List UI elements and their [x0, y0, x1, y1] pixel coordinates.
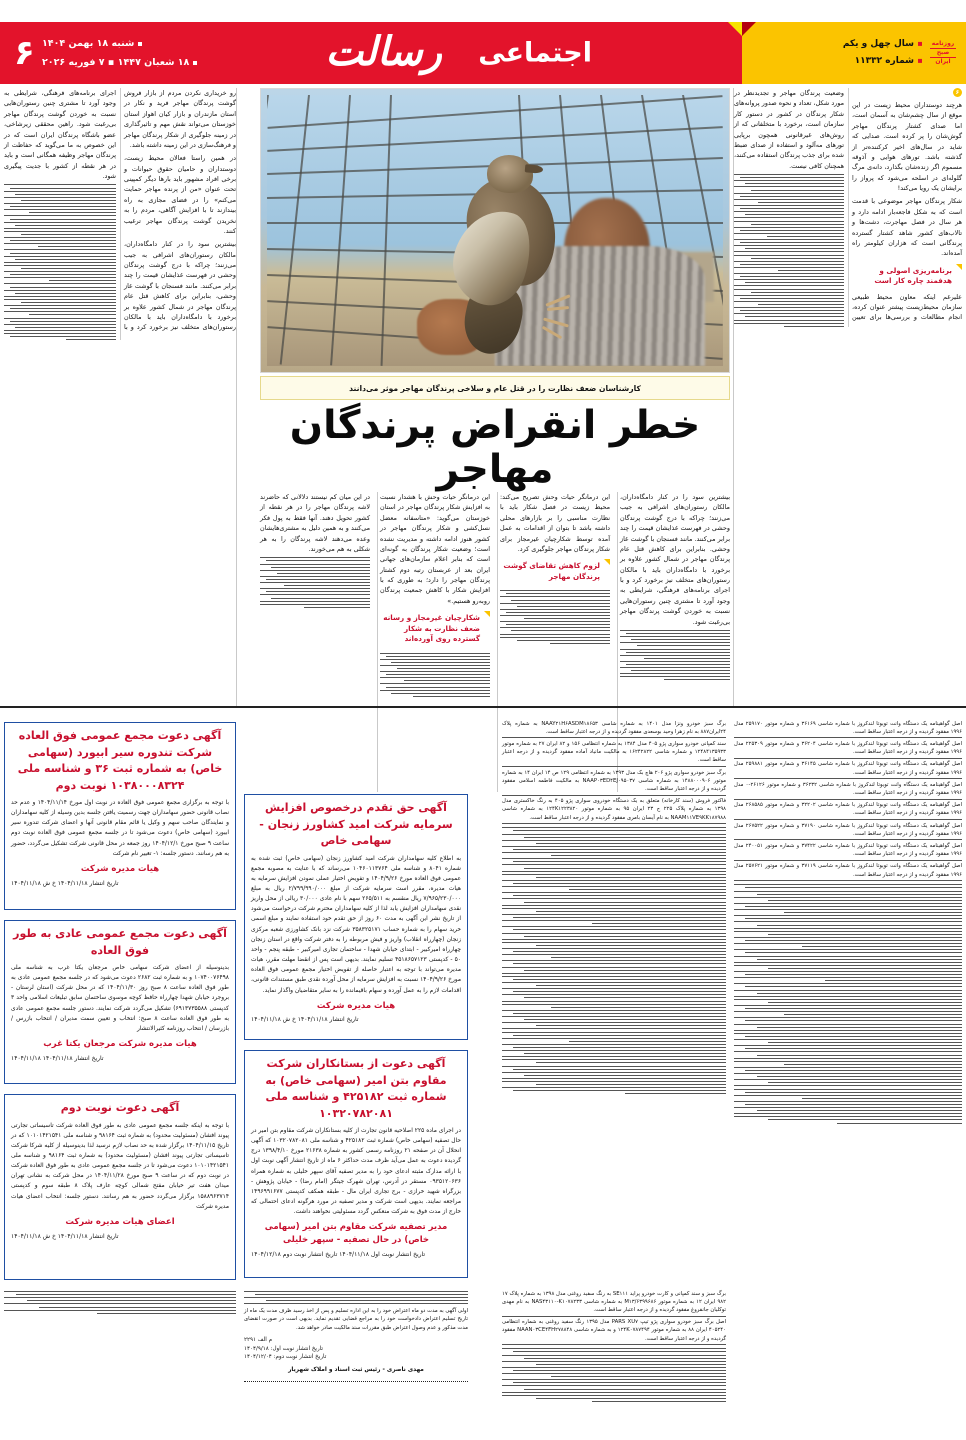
ad-signature: اعضای هیات مدیره شرکت — [65, 1216, 175, 1227]
section-title: اجتماعی — [478, 37, 592, 69]
ad-dates: تاریخ انتشار ۱۴۰۴/۱۱/۱۸ ۱۴۰۴/۱۱/۱۸ — [11, 1054, 104, 1062]
photo-image — [267, 95, 723, 366]
ad-peyvand-afshan[interactable] — [4, 1094, 236, 1280]
bullet-circle-row — [852, 88, 962, 97]
masthead-right-panel — [0, 22, 742, 84]
paragraph-1: علیرغم اینکه معاون محیط طبیعی سازمان محیط‌زیست پیشتر عنوان کرده، انجام مطالعات و بررسی‌ها برای تعیین وضعیت پرندگان مهاجر و تجدیدنظر در مورد شکل، تعداد و نحوه صدور پروانه‌های شکار پرندگان در کشور در دستور کار سازمان است، برخورد با متخلفانی که از روش‌های غیرقانونی همچون برپایی تورهای مه‌آلود و استفاده از صدای ضبط شده برای جذب پرندگان استفاده می‌کنند، همچنان کافی نیست. — [734, 89, 962, 322]
classified-item: اصل گواهینامه یک دستگاه وانت تویوتا لندکروز با شماره شاسی ۳۷۱۱۹ و شماره موتور ۲۵۷۶۲۱ مدل ۱۹۹۶ مفقود گردیده و از درجه اعتبار ساقط است. — [734, 861, 962, 881]
subhead-1: برنامه‌ریزی اصولی و هدفمند چاره کار است — [874, 265, 952, 286]
ad-title: آگهی دعوت نوبت دوم — [60, 1101, 180, 1114]
classified-item: اصل برگ سبز خودرو سواری پژو تیپ PARS XU۷ مدل ۱۳۹۵ رنگ سفید روغنی به شماره انتظامی ۴۰۵۲۴۰ ایران ۸۸ به شماره موتور ۱۲۴K۰۷۸۷۴۹۴ و به شماره شاسی NAAN۰۳CE۴FH۲۷۸۸۴۸ مفقود گردیده و از درجه اعتبار ساقط است. — [502, 1317, 726, 1346]
classified-item: اصل گواهینامه یک دستگاه وانت تویوتا لندکروز با شماره شاسی ۳۶۱۶۹ و شماره موتور ۲۵۹۱۷۰ مدل ۱۹۹۶ مفقود گردیده و از درجه اعتبار ساقط است. — [734, 718, 962, 738]
classified-item: اصل گواهینامه یک دستگاه وانت تویوتا لندکروز با شماره شاسی ۳۶۲۰۴ و شماره موتور ۲۲۵۳۰۹ مدل ۱۹۹۶ مفقود گردیده و از درجه اعتبار ساقط است. — [734, 738, 962, 758]
ad-title: آگهی حق تقدم درخصوص افزایش سرمایه شرکت امید کشاورز زنجان - سهامی خاص — [259, 801, 453, 847]
ad-dates: تاریخ انتشار نوبت اول ۱۴۰۴/۱۱/۱۸ تاریخ انتشار نوبت دوم ۱۴۰۴/۱۲/۱۸ — [251, 1250, 426, 1258]
intro-paragraph-1: هرچند دوستداران محیط زیست در این موقع از سال چشم‌شان به آسمان است، اما صدای کشتار پرندگان مهاجر گوش‌شان را پر کرده است. صدایی که شاید در سال‌های اخیر کرکننده‌تر از گذشته باشد. تورهای هوایی و آذوقه مسموم اگر زنده‌شان بگذارد، دانه‌ی مرگ گلوله‌ای در اسلحه می‌شود که پرواز را برایشان یک رویا می‌کند! — [852, 101, 962, 192]
ad-title: آگهی دعوت مجمع عمومی فوق العاده شرکت تندوره سیر ابیورد (سهامی خاص) به شماره ثبت ۳۶ و شناسه ملی ۱۰۳۸۰۰۰۸۳۲۴ نوبت دوم — [17, 729, 223, 792]
left-rail-body: بیشترین سود را در کنار دامگاه‌داران، مالکان رستوران‌های اشرافی به جیب می‌زنند؛ چراکه با درج گوشت پرندگان وحشی در فهرست غذایشان قیمت را چند برابر می‌کنند. مانند فسنجان با گوشت غاز وحشی، بنابراین برای کاهش قتل عام پرندگان مهاجر در شمال کشور علاوه بر برخورد با دامگاه‌داران باید با مالکان رستوران‌های متخلف نیز برخورد کرد و با اجرای برنامه‌های فرهنگی، شرایطی به وجود آورد تا مشتری چنین رستوران‌هایی نسبت به خوردن گوشت پرندگان مهاجر بی‌رغبت شود. راهین محققی زیرشاخی، عضو باشگاه پرندگان ایران است که در این خصوص به ما می‌گوید که حفاظت از پرندگان مهاجر وظیفه همگانی است و باید در هر نقطه از کشور با جدیت پیگیری شود. — [4, 89, 236, 332]
legal-notice-block — [244, 1288, 468, 1382]
page-number: ۶ — [14, 33, 35, 73]
logo-line-2: صبح — [936, 49, 950, 56]
subhead-2: شکارچیان غیرمجاز و رسانه ضعف نظارت به شکار گسترده روی آورده‌اند — [383, 613, 480, 643]
paragraph-3-text: این درمانگر حیات وحش تصریح می‌کند: محیط زیست در فصل شکار باید با نظارت مناسبی را بر بازارهای محلی داشته باشد تا بتوان از اقدامات به عمل آمده توسط شکارچیان غیرمجاز برای شکار پرندگان مهاجر جلوگیری کرد. — [500, 493, 610, 553]
ad-dates: تاریخ انتشار ۱۴۰۴/۱۱/۱۸ خ ش ۱۴۰۴/۱۱/۱۸ — [11, 1232, 119, 1240]
intro-paragraph-2: شکار پرندگان مهاجر موضوعی با قدمت است که به شکل فاجعه‌بار ادامه دارد و هر سال در فصل مهاجرت، دشت‌ها و تالاب‌های کشور شاهد کشتار گسترده پرندگانی است که هزاران کیلومتر راه آمده‌اند. — [852, 197, 962, 258]
classified-filler — [502, 1345, 726, 1402]
subhead-3-row — [500, 558, 610, 584]
trapped-bird — [459, 149, 589, 359]
triangle-bullet-icon — [484, 611, 490, 617]
classified-filler — [502, 824, 726, 1094]
paper-logo-icon — [928, 33, 958, 73]
article-column-3 — [380, 492, 490, 792]
ad-title: آگهی دعوت مجمع عمومی عادی به طور فوق العاده — [13, 927, 227, 957]
ad-dates: تاریخ انتشار ۱۴۰۴/۱۱/۱۸ خ ش ۱۴۰۴/۱۱/۱۸ — [11, 879, 119, 887]
subhead-1-row — [852, 263, 962, 289]
legal-notice-body: اولی آگهی به مدت دو ماه اعتراض خود را به این اداره تسلیم و پس از اخذ رسید ظرف مدت یک ماه از تاریخ تسلیم اعتراض دادخواست خود را به مراجع قضایی تقدیم نماید. بدیهی است در صورت انقضای مدت مذکور و عدم وصول اعتراض طبق مقررات سند مالکیت صادر خواهد شد. — [244, 1307, 468, 1331]
dotted-divider — [244, 1381, 468, 1382]
right-rail-column — [734, 88, 962, 327]
page-content — [0, 88, 966, 1440]
classifieds-column-mid-right — [502, 718, 726, 1096]
publication-dates — [42, 34, 201, 72]
ad-body: بدینوسیله از اعضای شرکت سهامی خاص مرجعان یکتا غرب به شناسه ملی ۱۰۷۴۰۰۷۶۴۹۸ و به شماره ثبت ۲۶۸۲ دعوت می‌شود که در جلسه مجمع عمومی عادی به طور فوق العاده ساعت ۸ صبح روز ۱۴۰۴/۱۱/۳۰ که در محل شرکت (استان لرستان - بروجرد خیابان شهدا چهارراه حافظ کوچه موسوی ساختمان سابق تبلیغات اسلامی واحد ۳ کدپستی ۶۹۱۳۷۳۵۵۸۸) تشکیل می‌گردد شرکت نمایند. دستور جلسه مجمع عمومی عادی به طور فوق العاده ساعت ۸ صبح: انتخاب و تعیین سمت مدیران / انتخاب بازرس / بازرسان / انتخاب روزنامه کثیرالانتشار — [11, 965, 229, 1032]
ad-body: در اجرای ماده ۲۲۵ اصلاحیه قانون تجارت از کلیه بستانکاران شرکت مقاوم بتن امیر در حال تصفیه (سهامی خاص) شماره ثبت ۴۲۵۱۸۲ و شناسه ملی ۱۰۳۲۰۷۸۲۰۸۱ که آگهی انحلال آن در صفحه ۲۱ روزنامه رسمی کشور به شماره ۲۱۶۳۸ مورخ ۱۳۹۸/۴/۱۰ درج گردیده دعوت به عمل می‌آید ظرف مدت حداکثر ۶ ماه از تاریخ انتشار آگهی نوبت اول با ارائه مدارک مثبته ادعای خود را به مدیر تصفیه آقای سپهر خلیلی به شماره همراه ۰۹۳۵۱۲۰۶۳۶ مستقر در آدرس، تهران شهرک جیتگر (امام رضا) - خیابان پژوهش - بزرگراه شهید خرازی - برج تجاری ایران مال - طبقه همکف کدپستی ۱۴۹۶۹۹۱۶۷۷ مراجعه نمایند. بدیهی است شرکت و مدیر تصفیه در مورد هرگونه ادعای احتمالی که خارج از مدت فوق به شرکت منعکس گردد مسئولیتی نخواهند داشت. — [251, 1128, 461, 1216]
photo-caption-text: کارشناسان ضعف نظارت را در قتل عام و سلاخی پرندگان مهاجر موثر می‌دانند — [349, 383, 641, 393]
ad-omid-keshavarz[interactable] — [244, 794, 468, 1040]
ad-signature: هیات مدیره شرکت مرجعان یکتا غرب — [43, 1039, 197, 1050]
classified-item: برگ سبز و سند کمپانی و کارت خودرو پراید SE۱۱۱ به رنگ سفید روغنی مدل ۱۳۹۸ به شماره پلاک ۱۷ ۹۸۲ ایران ۱۲ به شماره موتور M۱۳/۶۳۹۹۶۸۶ به شماره شاسی NAS۴۳۱۱۰-K۱۰۷۸۲۳۳ به نام مهدی توکلیان جانفروغ مفقود گردیده و از درجه اعتبار ساقط است. — [502, 1288, 726, 1317]
ad-tandoreh[interactable] — [4, 722, 236, 910]
ad-title: آگهی دعوت از بستانکاران شرکت مقاوم بتن امیر (سهامی خاص) به شماره ثبت ۴۲۵۱۸۲ و شناسه ملی ۱۰۳۲۰۷۸۲۰۸۱ — [265, 1057, 447, 1120]
bottom-left-filler — [4, 1288, 236, 1316]
paragraph-2-text: این درمانگر حیات وحش با هشدار نسبت به افزایش شکار پرندگان مهاجر در استان خوزستان می‌گوید: «متاسفانه معضل نسل‌کشی و شکار پرندگان مهاجر در کشور هنوز ادامه داشته و مدیریت نشده است؛ وضعیت شکار پرندگان به گونه‌ای است که بنابر اعلام سازمان‌های جهانی ایران بعد از عربستان رتبه دوم کشتار پرندگان مهاجر را دارد؛ به طوری که با افزایش شکار با کاهش جمعیت پرندگان روبه‌رو هستیم.» — [380, 493, 490, 605]
classified-item: اصل گواهینامه یک دستگاه وانت تویوتا لندکروز با شماره شاسی ۳۷۴۲۲ و شماره موتور ۲۴۰۰۵۱ مدل ۱۹۹۶ مفقود گردیده و از درجه اعتبار ساقط است. — [734, 840, 962, 860]
issue-year: سال چهل و یکم — [842, 38, 914, 49]
paragraph-4-text: در این میان کم نیستند دلالانی که حاضرند لاشه پرندگان مهاجر را در هر نقطه از کشور تحویل دهند. آنها فقط به پول فکر می‌کنند و به همین دلیل به مشتری‌هایشان وعده می‌دهند لاشه پرندگان را به هر شکلی به هم می‌خورند. — [260, 493, 370, 553]
circle-marker-icon: ۶ — [953, 88, 962, 97]
classified-item: سند کمپانی خودرو سواری پژو ۴۰۵ مدل ۱۳۸۴ به شماره انتظامی ۱۵۶ و ۸۲ ایران ۲۷ به شماره موتور ۱۲۴۸۴۱۳۵۹۳۳ و شماره شاسی ۱۶۲۴۲۸۲۲ به مالکیت مانیاد آماده مفقود گردیده و از درجه اعتبار ساقط است. — [502, 738, 726, 767]
ad-signature: هیات مدیره شرکت — [316, 1000, 396, 1011]
section-divider — [0, 706, 966, 708]
ad-yekta-gharb[interactable] — [4, 920, 236, 1084]
paper-name: رسالت — [325, 29, 442, 76]
ad-body: به اطلاع کلیه سهامداران شرکت امید کشاورز زنجان (سهامی خاص) ثبت شده به شماره ۸۰۴۱ و شناسه ملی ۱۰۴۶۰۱۱۳۷۶۴ می‌رساند که با عنایت به مصوبه مجمع عمومی فوق العاده مورخ ۱۴۰۴/۹/۲۶ و تفویض اختیار عملی نمودن افزایش سرمایه به هیات مدیره، مقرر است سرمایه شرکت از مبلغ ۲/۷۹۹/۹۹۰/۰۰۰ ریال به مبلغ ۷/۹۶۵/۲۳۰/۰۰۰ ریال منقسم به ۲۶۵/۵۱۱ سهم با نام عادی ۳۰/۰۰۰ ریالی از محل واریز نقدی سهامداران افزایش یابد لذا از کلیه سهامداران محترم شرکت درخواست می‌شود از تاریخ نشر این آگهی به مدت ۶۰ روز از حق تقدم خود استفاده نمایند و مبلغ اسمی خرید سهام را به شماره حساب ۳۵۸۳۲۵۱۷۱ شرکت نزد بانک کشاورزی شعبه مرکزی زنجان (چهارراه انقلاب) واریز و فیش مربوطه را به دفتر شرکت واقع در استان زنجان چهارراه امیرکبیر - ابتدای خیابان شهدا - ساختمان تجاری امیرکبیر - طبقه پنجم - واحد ۵۰ - کدپستی ۴۵۱۸۶۵۷۱۲۳ تسلیم نمایند. بدیهی است پس از انقضا مهلت مقرر، هیات مدیره می‌تواند با توجه به اعتبار حاصله از تفویض اختیار مجمع عمومی فوق العاده مورخ ۱۴۰۴/۹/۲۶ نسبت به افزایش سرمایه از محل آورده نقدی طبق مستندات قانونی، اقدامات لازم را به عمل آورده و سهام باقیمانده را به سایر متقاضیان واگذار نماید. — [251, 855, 462, 994]
classified-item: برگ سبز خودرو سواری پژو ۲۰۶ هاچ بک مدل ۱۳۹۳ به شماره انتظامی ۱۲۹ ص ۱۴ ایران ۱۴ به شماره موتور ۱۴۸۸۰۰۰۹۰۶ به شماره شاسی NAAP۰۳ED۴EJ۰۹۵۰۳۷ به مالکیت فاطمه اسلامی مفقود گردیده و از درجه اعتبار ساقط است. — [502, 767, 726, 796]
corner-flag-icon — [742, 22, 756, 36]
legal-notice-code: م الف ۲۲۹۱ — [244, 1336, 273, 1343]
paragraph-5-part: بیشترین سود را در کنار دامگاه‌داران، مالکان رستوران‌های اشرافی به جیب می‌زنند؛ چراکه با درج گوشت پرندگان وحشی در فهرست غذایشان قیمت را چند برابر می‌کنند. مانند فسنجان با گوشت غاز وحشی. بنابراین برای کاهش قتل عام پرندگان مهاجر در شمال کشور علاوه بر برخورد با دامگاه‌داران باید با مالکان رستوران‌های متخلف نیز برخورد کرد و با اجرای برنامه‌های فرهنگی، شرایطی به وجود آورد تا مشتری چنین رستوران‌هایی نسبت به خوردن گوشت پرندگان مهاجر بی‌رغبت شود. — [620, 493, 730, 626]
classified-filler — [734, 881, 962, 1123]
classified-item: اصل گواهینامه یک دستگاه وانت تویوتا لندکروز با شماره شاسی ۳۶۱۴۵ و شماره موتور ۲۵۹۸۸۱ مدل ۱۹۹۶ مفقود گردیده و از درجه اعتبار ساقط است. — [734, 759, 962, 779]
classifieds-column-bottom — [502, 1288, 726, 1404]
filler-text-block — [734, 171, 844, 327]
date-solar: شنبه ۱۸ بهمن ۱۴۰۴ — [42, 38, 135, 49]
classified-item: فاکتور فروش (سند کارخانه) متعلق به یک دستگاه خودروی سواری پژو ۴۰۵ به رنگ خاکستری مدل ۱۳۹۸ به شماره پلاک ۲۲۵ ج ۲۳ ایران ۹۵ به شماره موتور ۱۲۴K۱۲۲۳۸۲۰ به شماره شاسی NAAM۱۱VE۹KK۱۸۷۹۸۸ به نام آیسان بامری مفقود گردیده و از درجه اعتبار ساقط است. — [502, 796, 726, 825]
ad-signature: مدیر تصفیه شرکت مقاوم بتن امیر (سهامی خاص) در حال تصفیه - سپهر خلیلی — [264, 1222, 448, 1246]
issue-info — [843, 36, 922, 70]
subhead-3: لزوم کاهش تقاضای گوشت پرندگان مهاجر — [503, 561, 600, 581]
ad-body: با توجه به برگزاری مجمع عمومی فوق العاده در نوبت اول مورخ ۱۴۰۴/۱۱/۱۴ و عدم حد نصاب قانونی حضور سهامداران جهت رسمیت یافتن جلسه بدین وسیله از کلیه سهامداران و نمایندگان صاحب سهم و وکیل یا قائم مقام قانونی آنها و اعضای شرکت تندوره سیر ابیورد (سهامی خاص) دعوت می‌شود تا در جلسه مجمع عمومی فوق العاده نوبت دوم ساعت ۹ صبح مورخ ۱۴۰۴/۱۲/۱ روز جمعه در محل قانونی شرکت تشکیل می‌گردد، حضور به هم رسانند. دستور جلسه: ۱- تغییر نام شرکت — [11, 800, 230, 857]
triangle-bullet-icon — [956, 264, 962, 270]
column-rule — [236, 88, 237, 708]
lead-photo — [260, 88, 730, 373]
classified-item: اصل گواهینامه یک دستگاه وانت تویوتا لندکروز با شماره شاسی ۳۶۲۳۲ و شماره موتور ۲۶۱۲۶-۰ مدل ۱۹۹۶ مفقود گردیده و از درجه اعتبار ساقط است. — [734, 779, 962, 799]
classified-item: اصل گواهینامه یک دستگاه وانت تویوتا لندکروز با شماره شاسی ۳۷۱۹۰ و شماره موتور ۲۶۷۵۲۲ مدل ۱۹۹۶ مفقود گردیده و از درجه اعتبار ساقط است. — [734, 820, 962, 840]
ad-body: با توجه به اینکه جلسه مجمع عمومی عادی به طور فوق العاده شرکت تاسیساتی تجارتی پیوند افشان (مسئولیت محدود) به شماره ثبت ۹۸۱۶۴ و شناسه ملی ۱۰۱۰۱۴۲۱۵۴۱ که در تاریخ ۱۴۰۴/۱۱/۱۵ برگزار شده به حد نصاب لازم نرسید لذا بدینوسیله از کلیه شرکا شرکت تاسیساتی تجارتی پیوند افشان (مسئولیت محدود) به شماره ثبت ۹۸۱۶۴ و شناسه ملی ۱۰۱۰۱۴۲۱۵۴۱ دعوت می‌شود تا در جلسه مجمع عمومی عادی به طور فوق العاده شرکت در نوبت دوم که در ساعت ۹ صبح مورخ ۱۴۰۴/۱۱/۲۸ در محل شرکت به نشانی تهران میدان هفت تیر خیابان مفتح شمالی کوچه عارف پلاک ۸ طبقه سوم و کدپستی ۱۵۸۸۹۶۳۷۱۴ برگزار می‌گردد حضور به هم رسانند. دستور جلسه: انتخاب اعضای هیات مدیره شرکت — [11, 1122, 230, 1210]
main-headline: خطر انقراض پرندگان مهاجر — [289, 403, 701, 492]
issue-number: شماره ۱۱۳۳۲ — [854, 56, 914, 66]
corner-flag-yellow-icon — [728, 22, 742, 36]
date-lunar: ۱۸ شعبان ۱۴۴۷ ▪ ۷ فوریه ۲۰۲۶ — [42, 57, 190, 68]
legal-notice-date-1: تاریخ انتشار نوبت اول: ۱۴۰۴/۹/۱۸ — [244, 1345, 323, 1352]
logo-line-3: ایران — [935, 58, 951, 65]
left-rail-column — [4, 88, 236, 340]
ad-dates: تاریخ انتشار ۱۴۰۴/۱۱/۱۸ خ ش ۱۴۰۴/۱۱/۱۸ — [251, 1016, 359, 1024]
headline-area — [260, 404, 730, 490]
article-column-4 — [260, 492, 370, 792]
ad-moghavem-beton-amir[interactable] — [244, 1050, 468, 1278]
photo-caption — [260, 376, 730, 400]
legal-notice-date-2: تاریخ انتشار نوبت دوم: ۱۴۰۴/۱۲/۰۴ — [244, 1354, 327, 1361]
paragraph-7-text: در همین راستا فعالان محیط زیست، دوستداران و حامیان حقوق حیوانات و برخی افراد مشهور باید بارها دیگر کمپینی تحت عنوان «من از پرنده مهاجر حمایت می‌کنم» را در فضای مجازی به راه بیندازند تا با افزایش آگاهی، مردم را به نخریدن گوشت پرندگان مهاجر ترغیب کنند. — [124, 154, 236, 235]
ad-signature: هیات مدیره شرکت — [80, 863, 160, 874]
logo-line-1: روزنامه — [931, 40, 955, 47]
classified-item: برگ سبز خودرو ونزا مدل ۱۴۰۱ به شماره شاسی NAAY۲۱H۶ASDM۱۸۶۵۳ به شماره پلاک ۲۴ایران۸۸۷ به نام زهرا وحید بوسعدی مفقود گردیده و از درجه اعتبار ساقط است. — [502, 718, 726, 738]
paragraph-6-text: رو خریداری نکردن مردم از بازار فروش گوشت پرندگان مهاجر فرید و نکار در استان مازندران و بازار کیان اهواز استان خوزستان می‌تواند نقش مهم و تاثیرگذاری در زمینه جلوگیری از شکار پرندگان مهاجر و فرهنگ‌سازی در این زمینه داشته باشد. — [124, 89, 236, 149]
classified-item: اصل گواهینامه یک دستگاه وانت تویوتا لندکروز با شماره شاسی ۳۲۲۰۲ و شماره موتور ۲۶۸۵۸۵ مدل ۱۹۹۶ مفقود گردیده و از درجه اعتبار ساقط است. — [734, 800, 962, 820]
legal-notice-signature: مهدی ناصری - رئیس ثبت اسناد و املاک شهریار — [288, 1366, 424, 1373]
triangle-bullet-icon — [604, 559, 610, 565]
masthead-left-panel — [742, 22, 966, 84]
masthead — [0, 22, 966, 84]
subhead-2-row — [380, 610, 490, 646]
classifieds-column-right — [734, 718, 962, 1126]
